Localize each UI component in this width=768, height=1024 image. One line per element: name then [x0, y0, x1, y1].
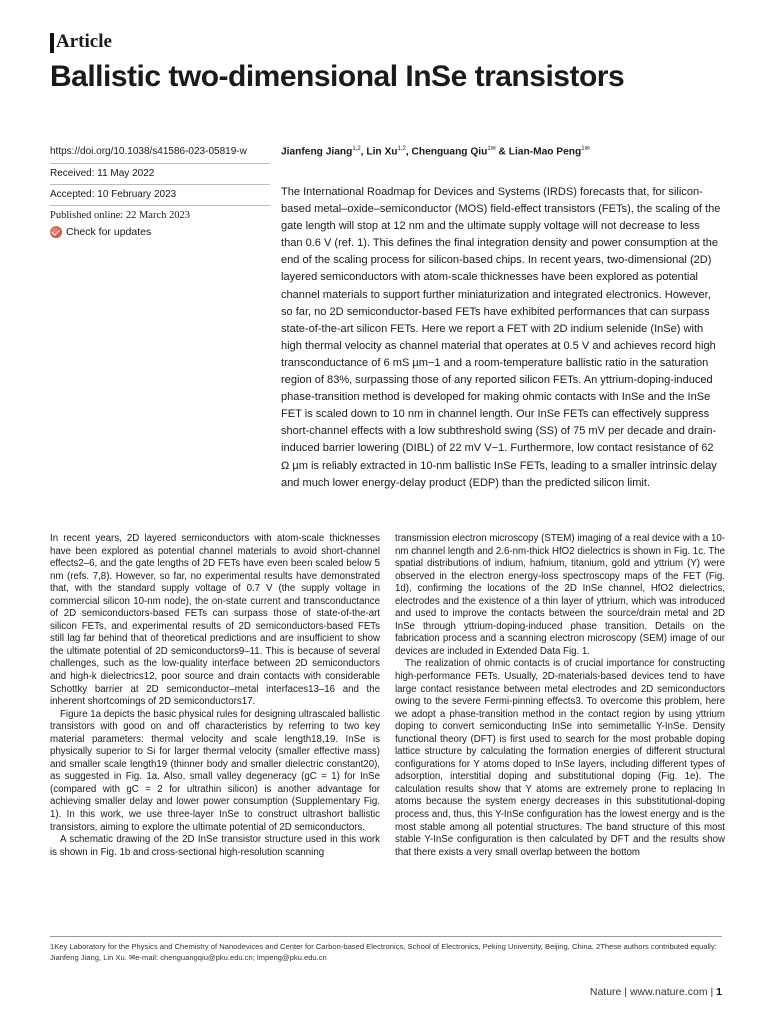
author-affiliation: 1✉ [581, 146, 590, 152]
article-title: Ballistic two-dimensional InSe transistors [50, 60, 625, 93]
body-paragraph: In recent years, 2D layered semiconductors with atom-scale thicknesses have been explored as potential channel materials to avoid short-channel effects2–6, and the gate lengths of 2D FETs have even been scaled below 5 nm (refs. 7,8). However, so far, no experimental results have demonstrated that, with the standard supply voltage of 0.7 V (the supply voltage in commercial silicon 10-nm node), the on-state current and transconductance of 2D semiconductors-based FETs can surpass those of state-of-the-art silicon FETs, and experimental results of 2D semiconductors-based FETs still lag far behind that of theoretical predictions and are insufficient to show the ultimate potential of 2D semiconductors9–11. This is because of several challenges, such as the low-quality interface between 2D semiconductors and high-k dielectrics12, poor source and drain contacts with considerable Schottky barrier at 2D semiconductor–metal interfaces13–16 and the inherent shortcomings of 2D semiconductors17. [50, 533, 380, 708]
received-date: Received: 11 May 2022 [50, 163, 270, 181]
footnote-divider [50, 936, 722, 937]
body-paragraph: The realization of ohmic contacts is of crucial importance for constructing high-performance FETs. Usually, 2D-materials-based devices tend to have large contact resistance between metal electrodes and 2D semiconductors owing to the severe Fermi-pinning effects3. To overcome this problem, here we adopt a phase-transition method in the contact region by using yttrium doping to convert semiconducting InSe into semimetallic Y-InSe. Density functional theory (DFT) is first used to search for the most probable doping lattice structure by calculating the formation energies of different structural configurations for Y atoms doped to InSe layers, including different types of adsorption, interstitial doping and substitutional doping (Fig. 1e). The calculation results show that Y atoms are extremely prone to replacing In atoms because the system energy decreases in this substitutional-doping process and, thus, this Y-InSe configuration has the lowest energy and is the most stable among all potential structures. The band structure of this most stable Y-InSe configuration is then calculated by DFT and the results show that there exists a very small overlap between the bottom [395, 658, 725, 858]
author-affiliation: 1✉ [487, 146, 496, 152]
page-number: 1 [716, 986, 722, 998]
check-updates-label: Check for updates [66, 226, 152, 238]
author-list: Jianfeng Jiang$^{1,2}$, Lin Xu$^{1,2}$, Chenguang Qiu$^{1✉}$ & Lian-Mao Peng$^{1✉}$ [281, 146, 590, 158]
accepted-date: Accepted: 10 February 2023 [50, 184, 270, 202]
journal-name: Nature [589, 986, 622, 998]
section-label: Article [56, 31, 112, 52]
journal-url[interactable]: www.nature.com [629, 986, 708, 998]
body-column-right [395, 533, 725, 859]
published-date: Published online: 22 March 2023 [50, 205, 270, 223]
page-footer [590, 986, 722, 998]
footer-separator: | [710, 986, 714, 998]
body-paragraph: transmission electron microscopy (STEM) imaging of a real device with a 10-nm channel length and 2.6-nm-thick HfO2 dielectrics is shown in Fig. 1c. The spatial distributions of indium, hafnium, titanium, gold and yttrium (Y) were observed in the electron energy-loss spectroscopy maps of the FET (Fig. 1d), confirming the locations of the 2D InSe channel, HfO2 dielectrics, electrodes and the existence of a thin layer of yttrium, which was introduced and used to improve the contacts between the source/drain metal and 2D InSe through yttrium-doping-induced phase transition. Details on the fabrication process and a scanning electron microscopy (SEM) image of our devices are included in Extended Data Fig. 1. [395, 533, 725, 657]
body-paragraph: A schematic drawing of the 2D InSe transistor structure used in this work is shown in Fig. 1b and cross-sectional high-resolution scanning [50, 834, 380, 858]
author-name[interactable]: Lin Xu [366, 146, 398, 158]
author-affiliation: 1,2 [352, 146, 361, 152]
body-paragraph: Figure 1a depicts the basic physical rules for designing ultrascaled ballistic transistors with good on and off characteristics by referring to two key material parameters: thermal velocity and scale length18,19. InSe is physically superior to Si for larger thermal velocity (smaller effective mass) and smaller scale length19 (thinner body and smaller dielectric constant20), as suggested in Fig. 1a. Also, small valley degeneracy (gC = 1) for InSe (compared with gC = 2 for ultrathin silicon) is another advantage for achieving smaller delay and lower power consumption (Supplementary Fig. 1). In this work, we use three-layer InSe to construct ultrashort ballistic transistors, aiming to explore the ultimate potential of 2D semiconductors. [50, 708, 380, 833]
section-marker-bar [50, 33, 54, 53]
author-name[interactable]: Lian-Mao Peng [508, 146, 582, 158]
doi-link[interactable]: https://doi.org/10.1038/s41586-023-05819-w [50, 146, 247, 157]
affiliation-footnote: 1Key Laboratory for the Physics and Chemistry of Nanodevices and Center for Carbon-based Electronics, School of Electronics, Peking University, Beijing, China. 2These authors contributed equally: Jianfeng Jiang, Lin Xu. ✉e-mail: chenguangqiu@pku.edu.cn; lmpeng@pku.edu.cn [50, 942, 717, 962]
check-updates-icon [50, 226, 62, 238]
author-ampersand: & [498, 146, 506, 158]
author-name[interactable]: Chenguang Qiu [411, 146, 488, 158]
author-name[interactable]: Jianfeng Jiang [281, 146, 353, 158]
footer-separator: | [624, 986, 628, 998]
author-affiliation: 1,2 [397, 146, 406, 152]
body-column-left [50, 533, 380, 859]
check-for-updates-button[interactable] [50, 226, 151, 238]
abstract: The International Roadmap for Devices and Systems (IRDS) forecasts that, for silicon-based metal–oxide–semiconductor (MOS) field-effect transistors (FETs), the scaling of the gate length will stop at 12 nm and the ultimate supply voltage will not decrease to less than 0.6 V (ref. 1). This defines the final integration density and power consumption at the end of the scaling process for silicon-based chips. In recent years, two-dimensional (2D) layered semiconductors with atom-scale thicknesses have been explored as potential channel materials to support further miniaturization and integrated electronics. However, so far, no 2D semiconductor-based FETs have exhibited performances that can surpass state-of-the-art silicon FETs. Here we report a FET with 2D indium selenide (InSe) with high thermal velocity as channel material that operates at 0.5 V and achieves record high transconductance of 6 mS µm−1 and a room-temperature ballistic ratio in the saturation region of 83%, surpassing those of any reported silicon FETs. An yttrium-doping-induced phase-transition method is developed for making ohmic contacts with InSe and the InSe FET is scaled down to 10 nm in channel length. Our InSe FETs can effectively suppress short-channel effects with a low subthreshold swing (SS) of 75 mV per decade and drain-induced barrier lowering (DIBL) of 22 mV V−1. Furthermore, low contact resistance of 62 Ω µm is reliably extracted in 10-nm ballistic InSe FETs, leading to a smaller intrinsic delay and much lower energy-delay product (EDP) than the predicted silicon limit. [281, 186, 721, 489]
